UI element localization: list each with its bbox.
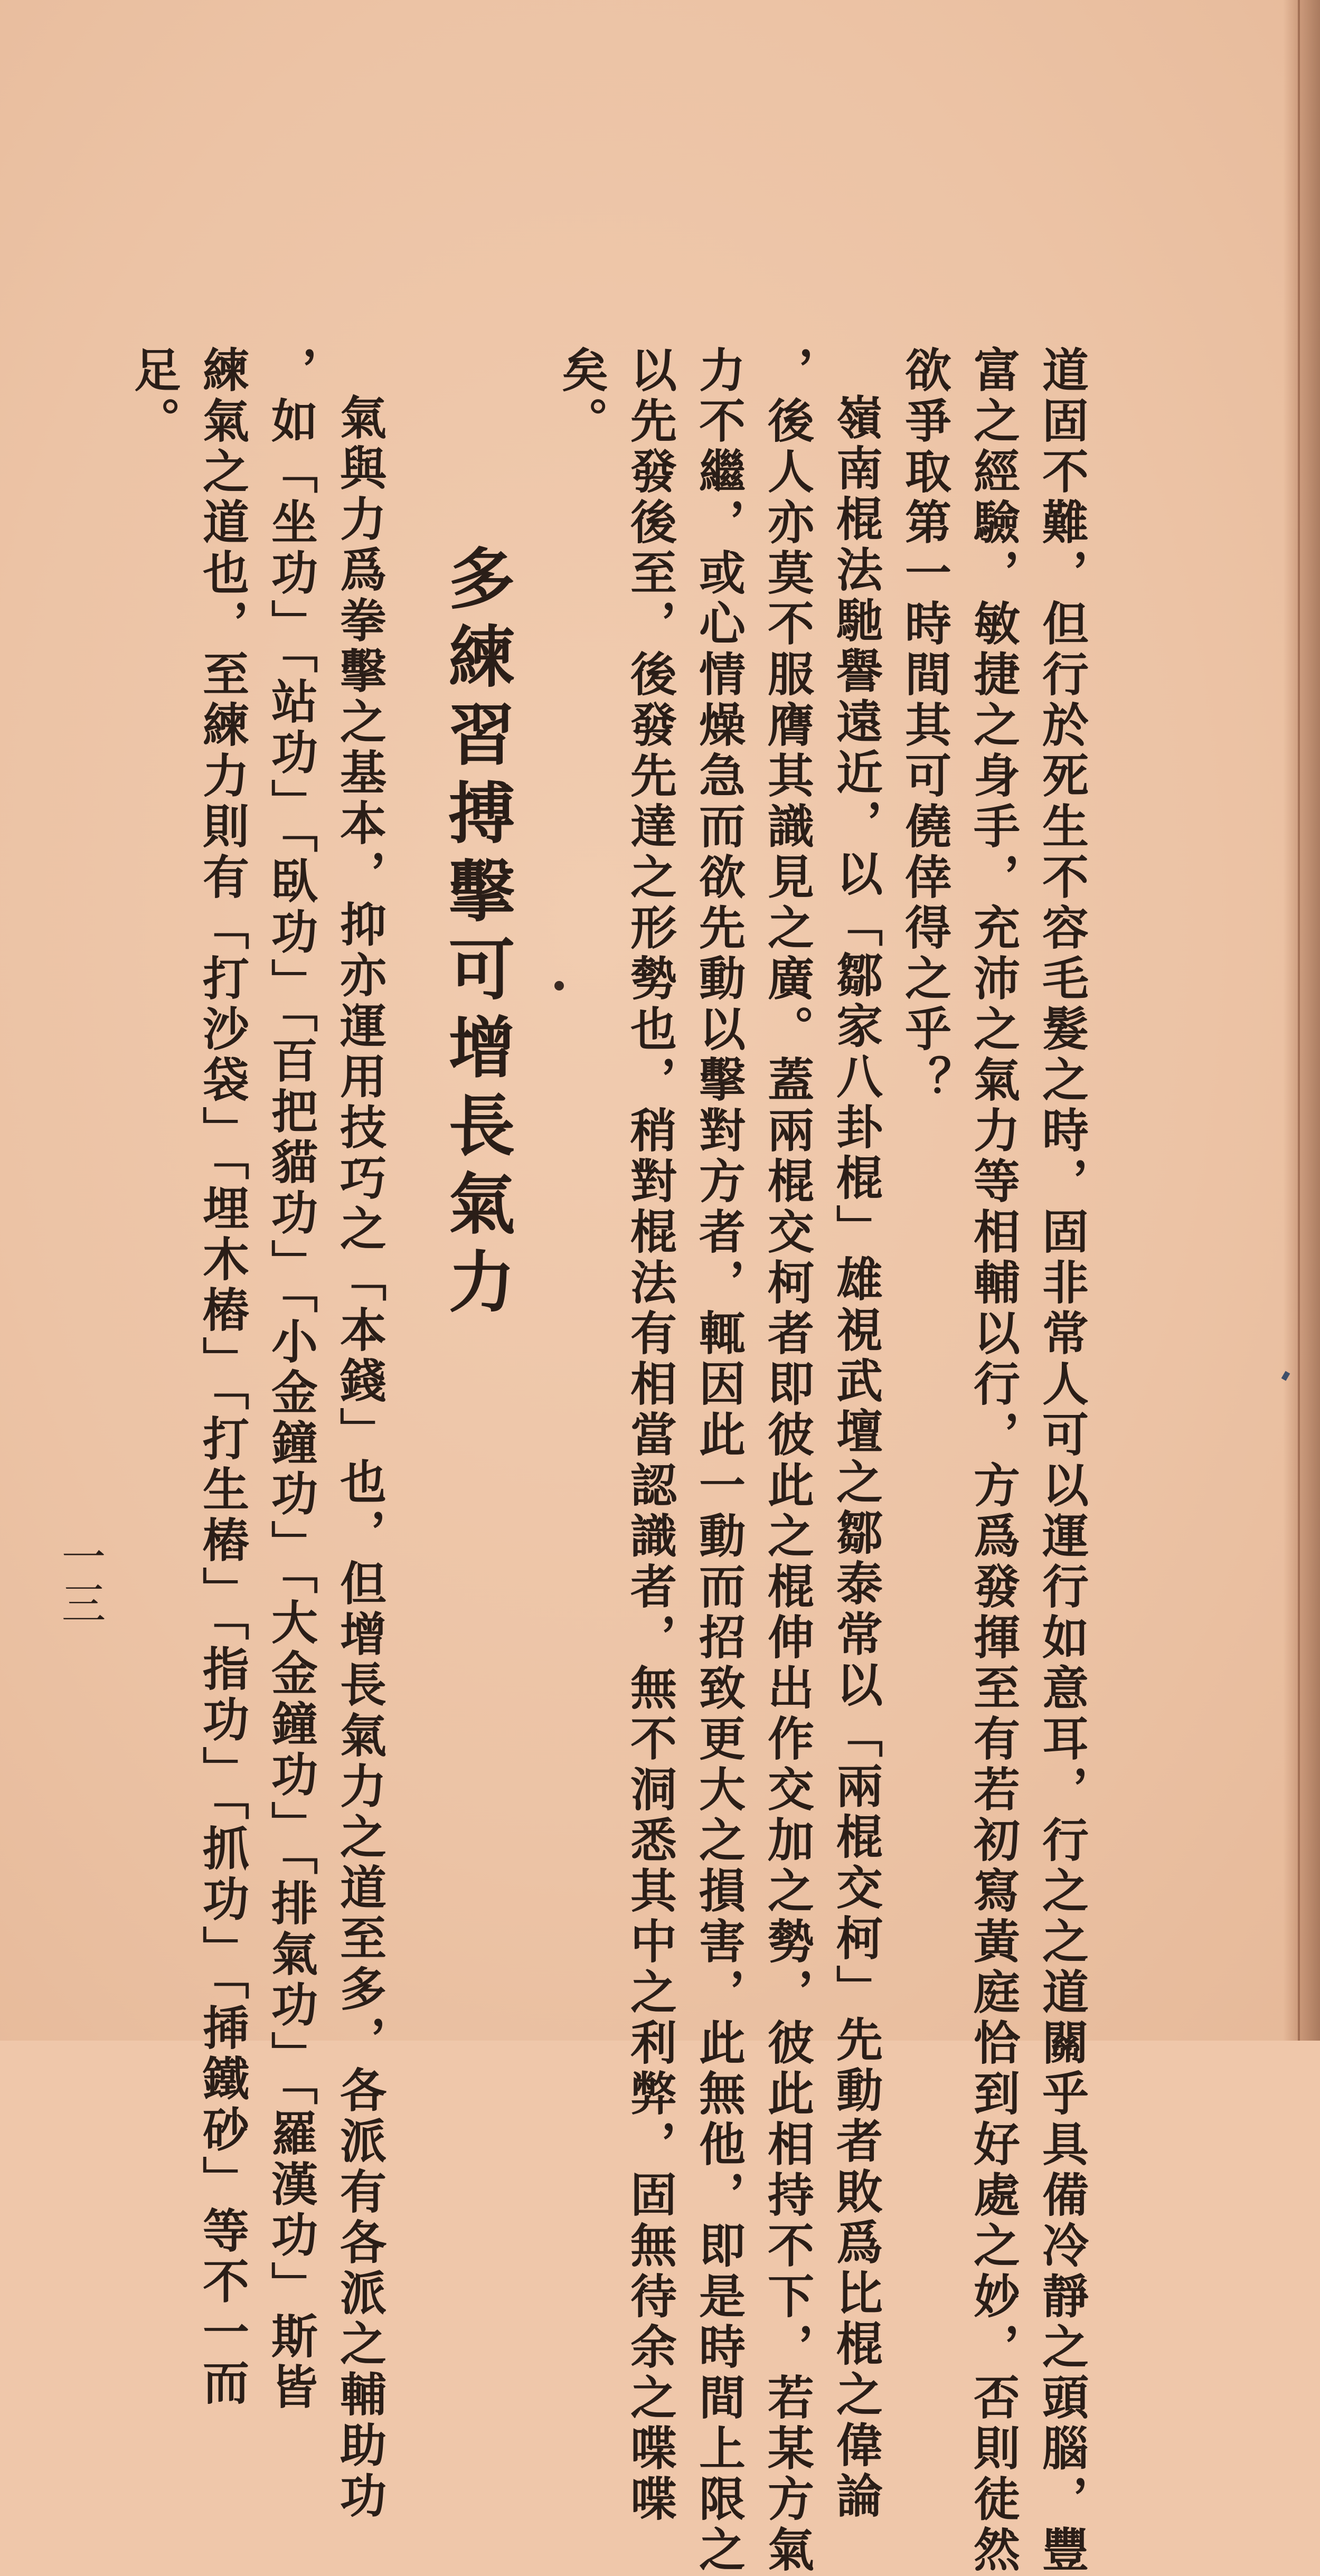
ink-speck	[554, 981, 564, 990]
text-column-1: 道固不難，但行於死生不容毛髮之時，固非常人可以運行如意耳，行之之道關乎具備冷靜之頭腦，豐	[1035, 346, 1090, 2576]
text-column-13: 足。	[127, 346, 182, 447]
page-number: 一三	[54, 1534, 106, 1627]
text-column-7: 以先發後至，後發先達之形勢也，稍對棍法有相當認識者，無不洞悉其中之利弊，固無待余之喋喋	[623, 346, 678, 2525]
spine-edge	[1298, 0, 1300, 2041]
section-heading: 多練習搏擊可增長氣力	[438, 544, 516, 1325]
text-column-2: 富之經驗，敏捷之身手，充沛之氣力等相輔以行，方爲發揮至有若初寫黃庭恰到好處之妙，否則徒然	[966, 346, 1021, 2576]
text-column-10: 氣與力爲拳擊之基本，抑亦運用技巧之「本錢」也，但增長氣力之道至多，各派有各派之輔助功	[333, 393, 388, 2522]
text-column-8: 矣。	[554, 346, 609, 447]
text-column-6: 力不繼，或心情燥急而欲先動以擊對方者，輒因此一動而招致更大之損害，此無他，即是時間上限之	[692, 346, 747, 2576]
text-column-4: 嶺南棍法馳譽遠近，以「鄒家八卦棍」雄視武壇之鄒泰常以「兩棍交柯」先動者敗爲比棍之偉論	[829, 393, 884, 2522]
text-column-3: 欲爭取第一時間其可僥倖得之乎？	[898, 346, 953, 1106]
text-column-11: ，如「坐功」「站功」「臥功」「百把貓功」「小金鐘功」「大金鐘功」「排氣功」「羅漢功」斯皆	[264, 346, 319, 2413]
text-column-12: 練氣之道也，至練力則有「打沙袋」「埋木樁」「打生樁」「指功」「抓功」「揷鐵砂」等不一而	[195, 346, 250, 2409]
text-column-5: ，後人亦莫不服膺其識見之廣。蓋兩棍交柯者即彼此之棍伸出作交加之勢，彼此相持不下，若某方氣	[760, 346, 815, 2576]
spine-shadow	[1283, 0, 1320, 2041]
